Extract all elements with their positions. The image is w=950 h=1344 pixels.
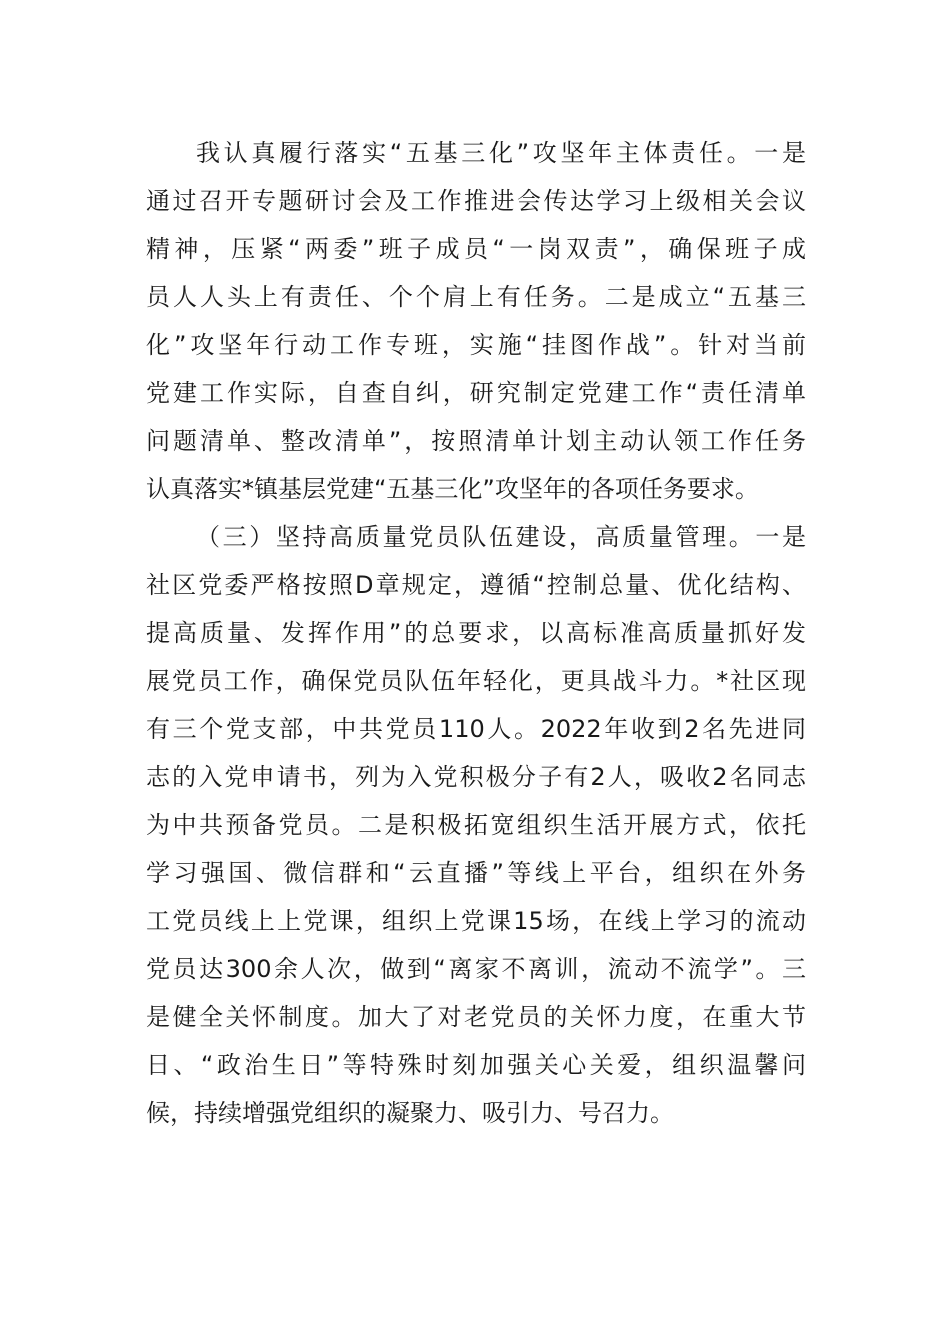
text-line: 为中共预备党员。二是积极拓宽组织生活开展方式，依托 bbox=[146, 811, 806, 839]
text-line: 通过召开专题研讨会及工作推进会传达学习上级相关会议 bbox=[146, 187, 806, 215]
text-line: 工党员线上上党课，组织上党课15场，在线上学习的流动 bbox=[146, 907, 806, 935]
text-line: 化”攻坚年行动工作专班，实施“挂图作战”。针对当前 bbox=[146, 331, 806, 359]
text-line: 员人人头上有责任、个个肩上有任务。二是成立“五基三 bbox=[146, 283, 806, 311]
text-line: 精神，压紧“两委”班子成员“一岗双责”，确保班子成 bbox=[146, 235, 806, 263]
text-line: 是健全关怀制度。加大了对老党员的关怀力度，在重大节 bbox=[146, 1003, 806, 1031]
text-line: 志的入党申请书，列为入党积极分子有2人，吸收2名同志 bbox=[146, 763, 806, 791]
text-line: 候，持续增强党组织的凝聚力、吸引力、号召力。 bbox=[146, 1099, 674, 1127]
text-line: 我认真履行落实“五基三化”攻坚年主体责任。一是 bbox=[196, 139, 806, 167]
text-line: 党建工作实际，自查自纠，研究制定党建工作“责任清单 bbox=[146, 379, 806, 407]
text-line: 问题清单、整改清单”，按照清单计划主动认领工作任务 bbox=[146, 427, 806, 455]
section-heading-line: （三）坚持高质量党员队伍建设，高质量管理。一是 bbox=[196, 523, 806, 551]
text-line: 提高质量、发挥作用”的总要求，以高标准高质量抓好发 bbox=[146, 619, 806, 647]
text-line: 党员达300余人次，做到“离家不离训，流动不流学”。三 bbox=[146, 955, 806, 983]
text-line: 展党员工作，确保党员队伍年轻化，更具战斗力。*社区现 bbox=[146, 667, 806, 695]
text-line: 有三个党支部，中共党员110人。2022年收到2名先进同 bbox=[146, 715, 806, 743]
text-line: 社区党委严格按照D章规定，遵循“控制总量、优化结构、 bbox=[146, 571, 806, 599]
text-line: 日、“政治生日”等特殊时刻加强关心关爱，组织温馨问 bbox=[146, 1051, 806, 1079]
text-line: 认真落实*镇基层党建“五基三化”攻坚年的各项任务要求。 bbox=[146, 475, 759, 503]
text-line: 学习强国、微信群和“云直播”等线上平台，组织在外务 bbox=[146, 859, 806, 887]
